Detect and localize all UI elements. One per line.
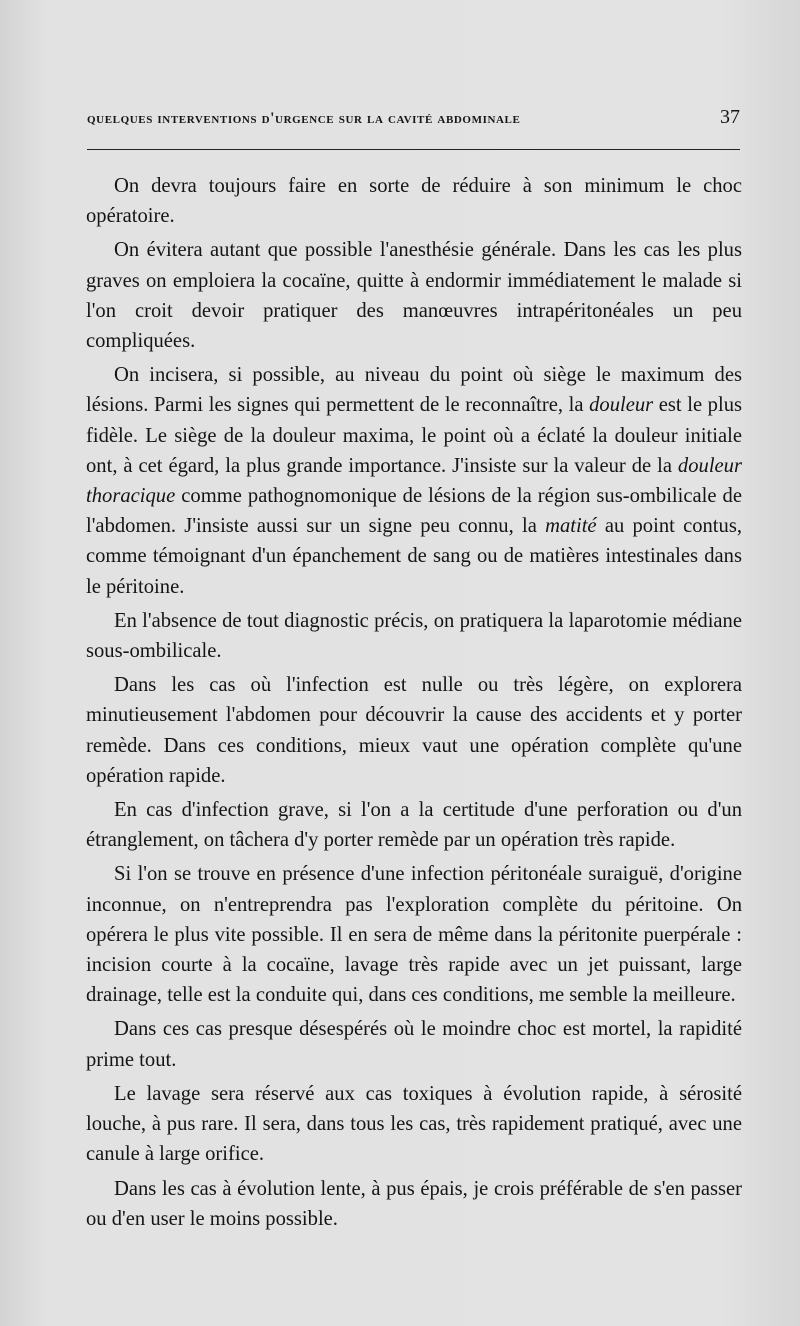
emphasis-matite: matité: [545, 515, 597, 538]
paragraph-infection-grave: En cas d'infection grave, si l'on a la certitude d'une perforation ou d'un étranglement, on tâchera d'y porter remède par un opération très rapide.: [86, 799, 742, 852]
header-rule: [87, 149, 740, 150]
body-text: [86, 171, 742, 1238]
paragraph-desesperes: Dans ces cas presque désespérés où le moindre choc est mortel, la rapidité prime tout.: [86, 1018, 742, 1071]
paragraph-infection-legere: Dans les cas où l'infection est nulle ou très légère, on explorera minutieusement l'abdomen pour découvrir la cause des accidents et y porter remède. Dans ces conditions, mieux vaut une opération complète qu'une opération rapide.: [86, 674, 742, 787]
paragraph-suraigue: Si l'on se trouve en présence d'une infection péritonéale suraiguë, d'origine inconnue, on n'entreprendra pas l'exploration complète du péritoine. On opérera le plus vite possible. Il en sera de même dans la péritonite puerpérale : incision courte à la cocaïne, lavage très rapide avec un jet puissant, large drainage, telle est la conduite qui, dans ces conditions, me semble la meilleure.: [86, 863, 742, 1007]
paragraph-text: est le plus fidèle. Le siège de la douleur maxima, le point où a éclaté la douleur initiale ont, à cet égard, la plus grande importance. J'insiste sur la valeur de la: [86, 394, 743, 477]
running-title: quelques interventions d'urgence sur la cavité abdominale: [87, 110, 521, 127]
paragraph-incision: [86, 360, 742, 602]
paragraph-lavage: Le lavage sera réservé aux cas toxiques à évolution rapide, à sérosité louche, à pus rare. Il sera, dans tous les cas, très rapidement pratiqué, avec une canule à large orifice.: [86, 1082, 742, 1166]
paragraph-evolution-lente: Dans les cas à évolution lente, à pus épais, je crois préférable de s'en passer ou d'en user le moins possible.: [86, 1177, 742, 1230]
paragraph-choc: On devra toujours faire en sorte de réduire à son minimum le choc opératoire.: [86, 175, 742, 228]
paragraph-laparotomie: En l'absence de tout diagnostic précis, on pratiquera la laparotomie médiane sous-ombilicale.: [86, 609, 742, 663]
paragraph-text: comme pathognomonique de lésions de la région sus-ombilicale de l'abdomen. J'insiste aussi sur un signe peu connu, la: [86, 485, 742, 538]
page-header: [87, 106, 740, 129]
page-number: 37: [720, 106, 740, 128]
emphasis-douleur: douleur: [589, 394, 654, 417]
paragraph-text: On incisera, si possible, au niveau du point où siège le maximum des lésions. Parmi les signes qui permettent de le reconnaître, la: [86, 364, 742, 417]
paragraph-text: au point contus, comme témoignant d'un épanchement de sang ou de matières intestinales dans le péritoine.: [86, 515, 742, 598]
paragraph-anesthesie: On évitera autant que possible l'anesthésie générale. Dans les cas les plus graves on emploiera la cocaïne, quitte à endormir immédiatement le malade si l'on croit devoir pratiquer des manœuvres intrapéritonéales un peu compliquées.: [86, 239, 742, 353]
emphasis-douleur-thoracique: douleur thoracique: [86, 454, 742, 508]
